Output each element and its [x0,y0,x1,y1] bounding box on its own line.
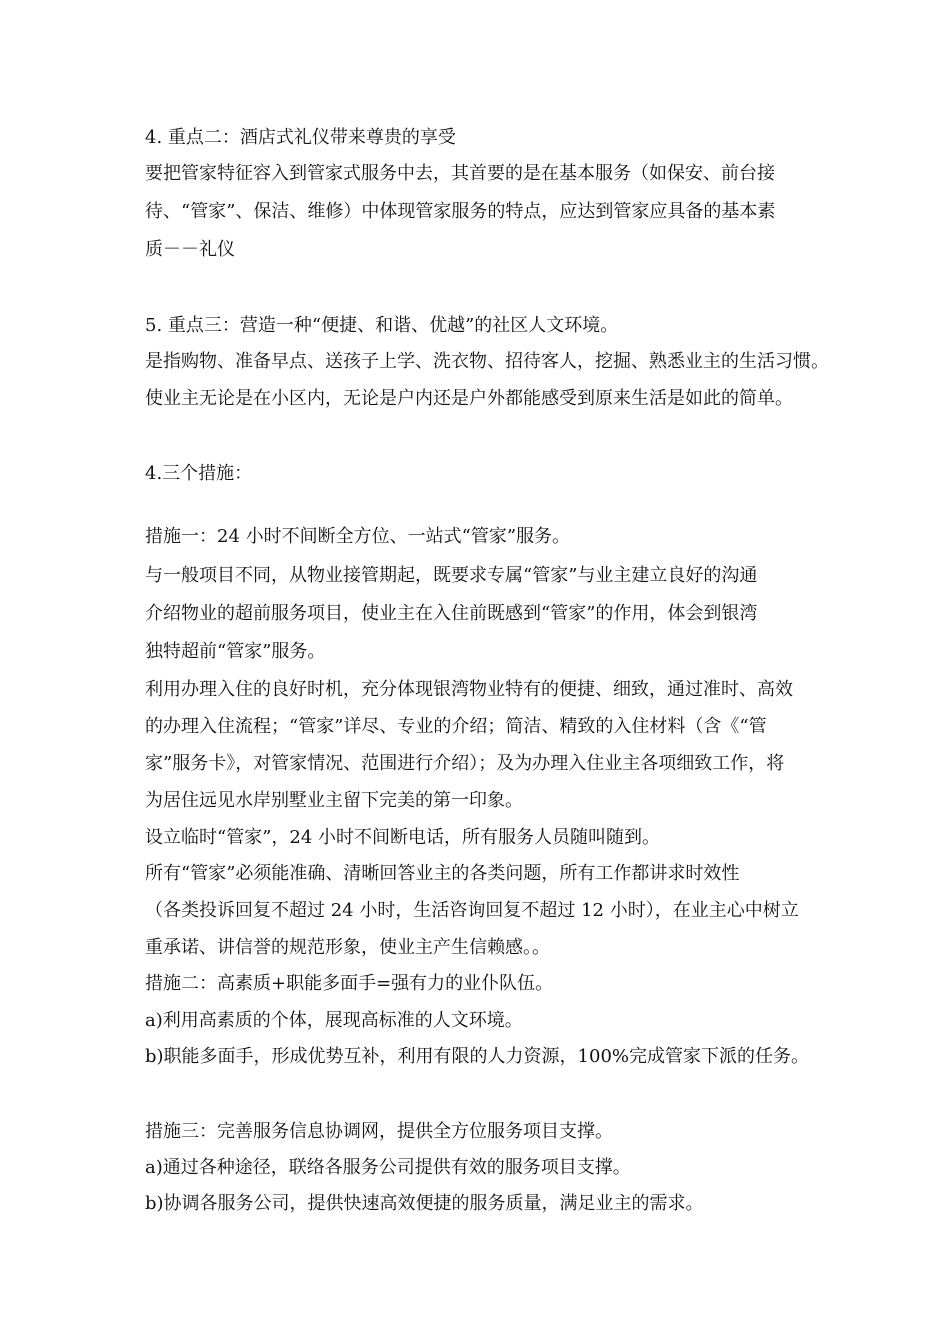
paragraph-line: 独特超前“管家”服务。 [145,641,326,662]
list-item-a: a)利用高素质的个体，展现高标准的人文环境。 [145,1010,523,1031]
paragraph-line: 待、“管家”、保洁、维修）中体现管家服务的特点，应达到管家应具备的基本素 [145,201,776,222]
heading-point-three: 5. 重点三：营造一种“便捷、和谐、优越”的社区人文环境。 [145,315,619,336]
heading-measure-two: 措施二：高素质+职能多面手=强有力的业仆队伍。 [145,973,554,994]
list-item-b: b)协调各服务公司，提供快速高效便捷的服务质量，满足业主的需求。 [145,1193,704,1214]
list-item-a: a)通过各种途径，联络各服务公司提供有效的服务项目支撑。 [145,1157,631,1178]
heading-point-two: 4. 重点二：酒店式礼仪带来尊贵的享受 [145,127,456,148]
paragraph-line: 重承诺、讲信誉的规范形象，使业主产生信赖感。。 [145,937,550,958]
paragraph-line: 质－－礼仪 [145,239,235,260]
heading-measure-one: 措施一：24 小时不间断全方位、一站式“管家”服务。 [145,526,571,547]
paragraph-line: 是指购物、准备早点、送孩子上学、洗衣物、招待客人，挖掘、熟悉业主的生活习惯。 [145,351,829,372]
paragraph-line: 与一般项目不同，从物业接管期起，既要求专属“管家”与业主建立良好的沟通 [145,565,758,586]
paragraph-line: （各类投诉回复不超过 24 小时，生活咨询回复不超过 12 小时），在业主心中树立 [145,900,799,921]
heading-measure-three: 措施三：完善服务信息协调网，提供全方位服务项目支撑。 [145,1121,613,1142]
paragraph-line: 为居住远见水岸别墅业主留下完美的第一印象。 [145,790,523,811]
list-item-b: b)职能多面手，形成优势互补，利用有限的人力资源，100%完成管家下派的任务。 [145,1046,810,1067]
paragraph-line: 要把管家特征容入到管家式服务中去，其首要的是在基本服务（如保安、前台接 [145,163,775,184]
paragraph-line: 利用办理入住的良好时机，充分体现银湾物业特有的便捷、细致，通过准时、高效 [145,679,793,700]
paragraph-line: 所有“管家”必须能准确、清晰回答业主的各类问题，所有工作都讲求时效性 [145,863,740,884]
paragraph-line: 家”服务卡》，对管家情况、范围进行介绍）；及为办理入住业主各项细致工作，将 [145,753,785,774]
heading-three-measures: 4.三个措施： [145,463,253,484]
paragraph-line: 的办理入住流程；“管家”详尽、专业的介绍；简洁、精致的入住材料（含《“管 [145,716,767,737]
paragraph-line: 介绍物业的超前服务项目，使业主在入住前既感到“管家”的作用，体会到银湾 [145,603,758,624]
paragraph-line: 设立临时“管家”，24 小时不间断电话，所有服务人员随叫随到。 [145,827,661,848]
paragraph-line: 使业主无论是在小区内，无论是户内还是户外都能感受到原来生活是如此的简单。 [145,388,793,409]
